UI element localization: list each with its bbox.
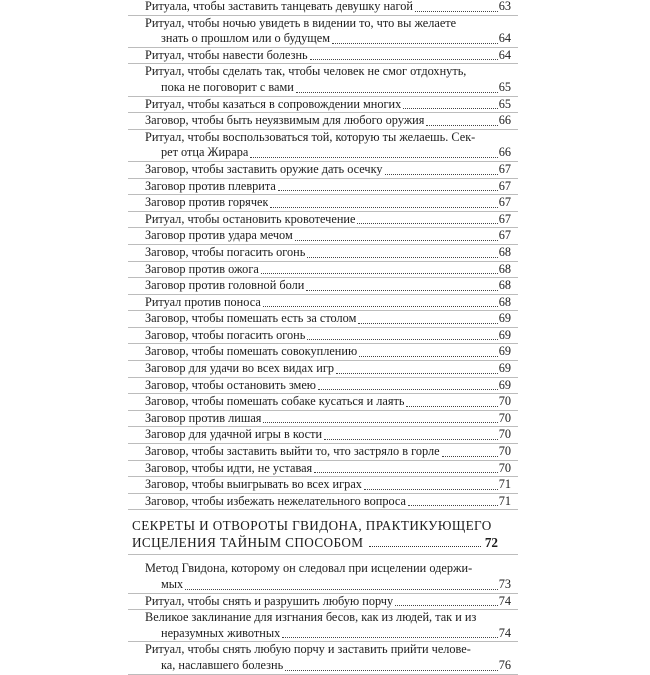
page-number: 76 bbox=[498, 657, 511, 672]
dot-leader bbox=[307, 338, 497, 340]
dot-leader bbox=[426, 124, 497, 126]
entry-title-line-1: Метод Гвидона, которому он следовал при исцелении одержи- bbox=[145, 561, 473, 576]
toc-entries-top bbox=[128, 0, 518, 510]
toc-entry bbox=[128, 610, 518, 642]
entry-title-line-1: Ритуал, чтобы снять любую порчу и заставить прийти челове- bbox=[145, 642, 471, 657]
page-number: 69 bbox=[498, 377, 511, 392]
entry-title: Ритуал, чтобы снять и разрушить любую порчу bbox=[145, 593, 394, 608]
entry-title: Заговор для удачной игры в кости bbox=[145, 427, 323, 442]
toc-entry bbox=[128, 228, 518, 245]
dot-leader bbox=[318, 388, 498, 390]
page-number: 64 bbox=[498, 31, 511, 46]
entry-title: Заговор, чтобы помешать совокуплению bbox=[145, 344, 358, 359]
entry-title: Заговор против ожога bbox=[145, 261, 259, 276]
entry-title: Ритуала, чтобы заставить танцевать девушку нагой bbox=[145, 0, 413, 13]
dot-leader bbox=[364, 488, 498, 490]
page-number: 70 bbox=[498, 444, 511, 459]
page-number: 69 bbox=[498, 344, 511, 359]
section-page-number: 72 bbox=[484, 534, 498, 550]
entry-title: рет отца Жирара bbox=[161, 145, 249, 160]
toc-entry bbox=[128, 594, 518, 611]
section-title-line-2-row bbox=[132, 535, 498, 552]
table-of-contents bbox=[128, 0, 518, 675]
dot-leader bbox=[358, 322, 497, 324]
page-number: 69 bbox=[498, 327, 511, 342]
entry-title-line-1: Ритуал, чтобы сделать так, чтобы человек не смог отдохнуть, bbox=[145, 64, 467, 79]
toc-entry bbox=[128, 278, 518, 295]
entry-title-line-2 bbox=[145, 80, 511, 96]
entry-title: Ритуал, чтобы навести болезнь bbox=[145, 47, 308, 62]
page-number: 68 bbox=[498, 278, 511, 293]
dot-leader bbox=[408, 504, 498, 506]
section-title-text: ИСЦЕЛЕНИЯ ТАЙНЫМ СПОСОБОМ bbox=[132, 534, 364, 550]
section-title-line-1: СЕКРЕТЫ И ОТВОРОТЫ ГВИДОНА, ПРАКТИКУЮЩЕГО bbox=[132, 518, 492, 534]
toc-entry bbox=[128, 494, 518, 511]
entry-title-line-1: Ритуал, чтобы ночью увидеть в видении то, что вы желаете bbox=[145, 15, 457, 30]
entry-title: Заговор против удара мечом bbox=[145, 228, 293, 243]
page-number: 70 bbox=[498, 427, 511, 442]
page-number: 68 bbox=[498, 244, 511, 259]
toc-entry bbox=[128, 262, 518, 279]
page-number: 65 bbox=[498, 79, 511, 94]
page-number: 71 bbox=[498, 477, 511, 492]
dot-leader bbox=[270, 206, 497, 208]
dot-leader bbox=[306, 289, 497, 291]
entry-title: Заговор против лишая bbox=[145, 410, 262, 425]
toc-entry bbox=[128, 245, 518, 262]
toc-entry bbox=[128, 477, 518, 494]
dot-leader bbox=[296, 91, 498, 93]
toc-entry bbox=[128, 113, 518, 130]
entry-title: мых bbox=[161, 577, 184, 591]
toc-entry bbox=[128, 361, 518, 378]
page-number: 64 bbox=[498, 47, 511, 62]
dot-leader bbox=[336, 372, 498, 374]
toc-entry bbox=[128, 642, 518, 674]
toc-entry bbox=[128, 16, 518, 48]
entry-title: Заговор против головной боли bbox=[145, 278, 305, 293]
dot-leader bbox=[250, 156, 497, 158]
dot-leader bbox=[307, 256, 497, 258]
entry-title-line-2 bbox=[145, 31, 511, 47]
entry-title: Заговор против плеврита bbox=[145, 178, 276, 193]
entry-title: Заговор, чтобы избежать нежелательного вопроса bbox=[145, 493, 406, 508]
entry-title: Ритуал, чтобы казаться в сопровождении многих bbox=[145, 96, 402, 111]
toc-entry bbox=[128, 311, 518, 328]
page-number: 63 bbox=[498, 0, 511, 13]
page-number: 70 bbox=[498, 394, 511, 409]
toc-entries-bottom bbox=[128, 561, 518, 674]
dot-leader bbox=[263, 305, 498, 307]
dot-leader bbox=[369, 545, 480, 547]
entry-title: Заговор, чтобы помешать есть за столом bbox=[145, 311, 357, 326]
entry-title: ка, наславшего болезнь bbox=[161, 657, 284, 672]
dot-leader bbox=[282, 636, 497, 638]
dot-leader bbox=[403, 107, 497, 109]
page-number: 67 bbox=[498, 211, 511, 226]
page-number: 66 bbox=[498, 113, 511, 128]
dot-leader bbox=[324, 438, 498, 440]
dot-leader bbox=[415, 10, 498, 12]
page-number: 69 bbox=[498, 361, 511, 376]
toc-entry bbox=[128, 344, 518, 361]
toc-entry bbox=[128, 195, 518, 212]
dot-leader bbox=[357, 222, 497, 224]
entry-title: Заговор для удачи во всех видах игр bbox=[145, 361, 335, 376]
entry-title-line-2 bbox=[145, 577, 511, 593]
toc-entry bbox=[128, 64, 518, 96]
entry-title-line-1: Ритуал, чтобы воспользоваться той, которую ты желаешь. Сек- bbox=[145, 129, 476, 144]
toc-entry bbox=[128, 394, 518, 411]
page-number: 70 bbox=[498, 460, 511, 475]
toc-entry bbox=[128, 97, 518, 114]
toc-entry bbox=[128, 0, 518, 16]
entry-title: Заговор, чтобы быть неуязвимым для любого оружия bbox=[145, 113, 425, 128]
page-number: 71 bbox=[498, 493, 511, 508]
entry-title: Заговор против горячек bbox=[145, 195, 269, 210]
dot-leader bbox=[261, 272, 498, 274]
page-number: 67 bbox=[498, 161, 511, 176]
entry-title: Заговор, чтобы заставить выйти то, что застряло в горле bbox=[145, 444, 440, 459]
entry-title: знать о прошлом или о будущем bbox=[161, 31, 330, 46]
dot-leader bbox=[295, 239, 498, 241]
page-number: 67 bbox=[498, 195, 511, 210]
toc-entry bbox=[128, 130, 518, 162]
entry-title: неразумных животных bbox=[161, 625, 281, 640]
page-number: 67 bbox=[498, 178, 511, 193]
dot-leader bbox=[185, 588, 498, 590]
page-number: 74 bbox=[498, 625, 511, 640]
toc-entry bbox=[128, 295, 518, 312]
entry-title: Ритуал, чтобы остановить кровотечение bbox=[145, 211, 356, 226]
toc-section-heading bbox=[128, 518, 518, 555]
entry-title: Заговор, чтобы идти, не уставая bbox=[145, 460, 313, 475]
dot-leader bbox=[442, 455, 498, 457]
toc-entry bbox=[128, 48, 518, 65]
page-number: 65 bbox=[498, 96, 511, 111]
entry-title-line-1: Великое заклинание для изгнания бесов, как из людей, так и из bbox=[145, 610, 477, 625]
toc-entry bbox=[128, 427, 518, 444]
dot-leader bbox=[310, 58, 498, 60]
entry-title: пока не поговорит с вами bbox=[161, 79, 294, 94]
dot-leader bbox=[395, 604, 498, 606]
toc-entry bbox=[128, 179, 518, 196]
page-number: 68 bbox=[498, 261, 511, 276]
entry-title: Заговор, чтобы заставить оружие дать осечку bbox=[145, 161, 383, 176]
toc-entry bbox=[128, 444, 518, 461]
entry-title: Ритуал против поноса bbox=[145, 294, 261, 309]
entry-title: Заговор, чтобы выигрывать во всех играх bbox=[145, 477, 362, 492]
entry-title: Заговор, чтобы погасить огонь bbox=[145, 327, 306, 342]
page-number: 69 bbox=[498, 311, 511, 326]
toc-entry bbox=[128, 378, 518, 395]
entry-title-line-2 bbox=[145, 658, 511, 674]
entry-title-line-2 bbox=[145, 626, 511, 642]
dot-leader bbox=[406, 405, 497, 407]
dot-leader bbox=[385, 173, 498, 175]
toc-entry bbox=[128, 561, 518, 593]
toc-entry bbox=[128, 461, 518, 478]
toc-entry bbox=[128, 162, 518, 179]
toc-entry bbox=[128, 411, 518, 428]
page-number: 66 bbox=[498, 145, 511, 160]
dot-leader bbox=[332, 42, 498, 44]
toc-entry bbox=[128, 212, 518, 229]
page-number: 70 bbox=[498, 410, 511, 425]
entry-title: Заговор, чтобы погасить огонь bbox=[145, 244, 306, 259]
page-number: 68 bbox=[498, 294, 511, 309]
page-number: 74 bbox=[498, 593, 511, 608]
entry-title-line-2 bbox=[145, 145, 511, 161]
entry-title: Заговор, чтобы остановить змею bbox=[145, 377, 316, 392]
dot-leader bbox=[314, 471, 497, 473]
entry-title: Заговор, чтобы помешать собаке кусаться и лаять bbox=[145, 394, 405, 409]
dot-leader bbox=[285, 669, 497, 671]
page-number: 73 bbox=[498, 577, 511, 591]
page-number: 67 bbox=[498, 228, 511, 243]
dot-leader bbox=[359, 355, 498, 357]
dot-leader bbox=[278, 189, 498, 191]
toc-entry bbox=[128, 328, 518, 345]
dot-leader bbox=[263, 421, 497, 423]
